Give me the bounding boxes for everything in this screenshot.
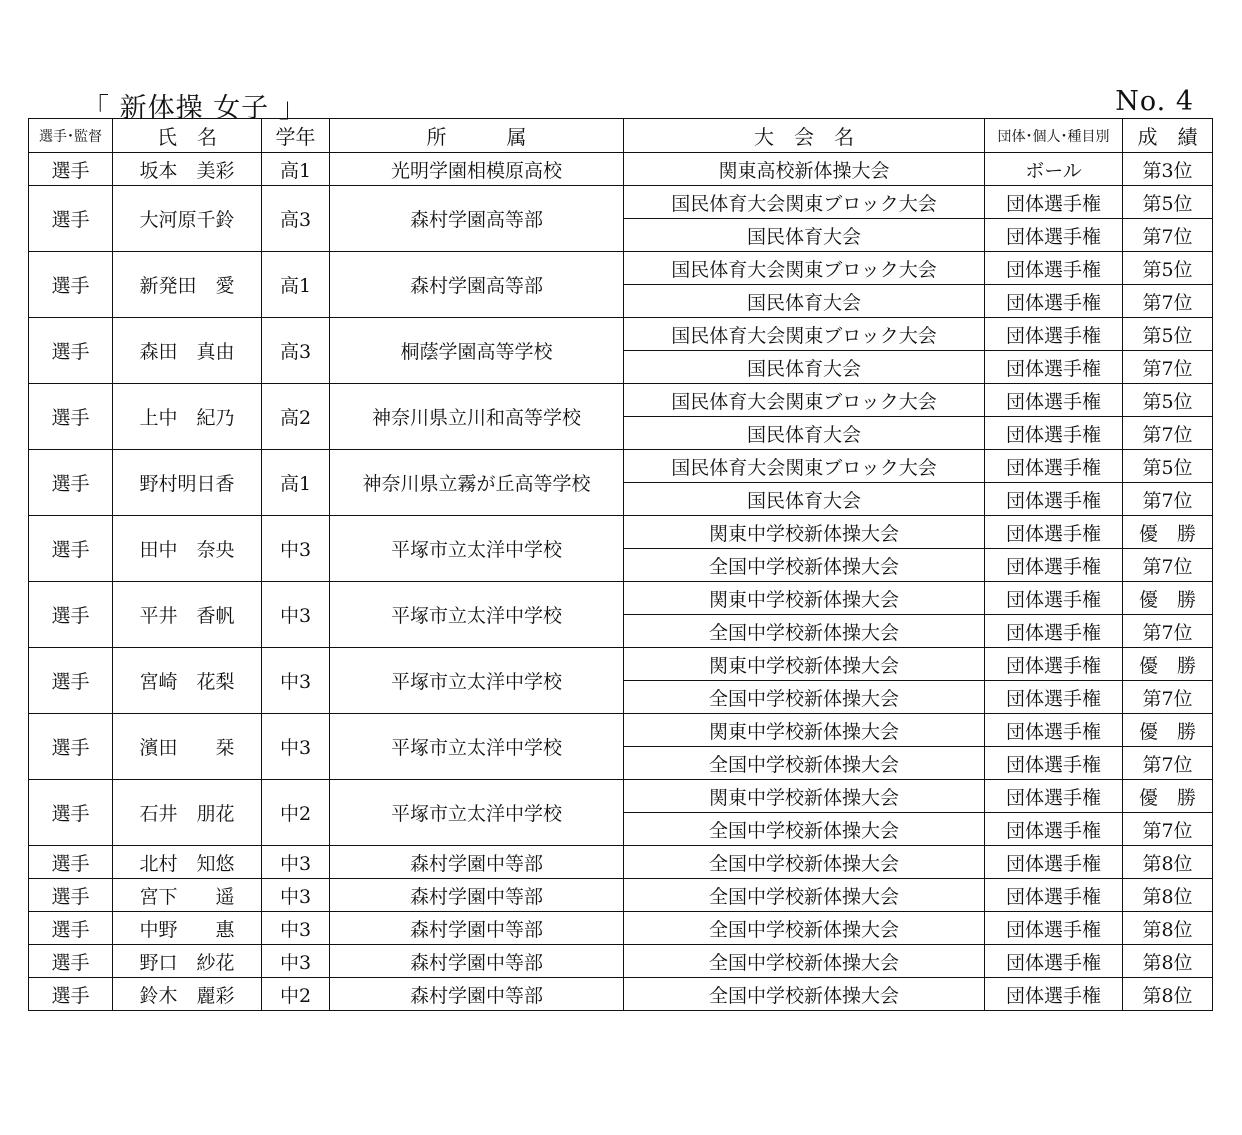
header-grade: 学年	[262, 119, 330, 153]
cell-meet: 関東中学校新体操大会	[624, 516, 985, 549]
cell-school: 森村学園中等部	[330, 912, 624, 945]
cell-grade: 中3	[262, 945, 330, 978]
cell-name: 野口 紗花	[113, 945, 262, 978]
cell-meet: 全国中学校新体操大会	[624, 549, 985, 582]
cell-name: 大河原千鈴	[113, 186, 262, 252]
cell-grade: 中3	[262, 879, 330, 912]
cell-result: 優 勝	[1123, 582, 1213, 615]
cell-meet: 全国中学校新体操大会	[624, 615, 985, 648]
cell-grade: 高3	[262, 318, 330, 384]
cell-result: 第7位	[1123, 681, 1213, 714]
cell-meet: 国民体育大会関東ブロック大会	[624, 318, 985, 351]
cell-grade: 中3	[262, 582, 330, 648]
cell-meet: 国民体育大会	[624, 351, 985, 384]
cell-grade: 中3	[262, 648, 330, 714]
cell-grade: 高1	[262, 252, 330, 318]
cell-category: 団体選手権	[985, 351, 1123, 384]
cell-meet: 国民体育大会関東ブロック大会	[624, 186, 985, 219]
cell-name: 上中 紀乃	[113, 384, 262, 450]
cell-category: 団体選手権	[985, 780, 1123, 813]
results-table	[28, 118, 1213, 1011]
cell-school: 光明学園相模原高校	[330, 153, 624, 186]
cell-category: 団体選手権	[985, 912, 1123, 945]
cell-category: 団体選手権	[985, 582, 1123, 615]
cell-school: 平塚市立太洋中学校	[330, 582, 624, 648]
cell-role: 選手	[29, 318, 113, 384]
cell-grade: 中3	[262, 516, 330, 582]
table-row	[29, 912, 1213, 945]
cell-result: 第7位	[1123, 813, 1213, 846]
table-row	[29, 780, 1213, 813]
cell-meet: 関東中学校新体操大会	[624, 714, 985, 747]
header-meet: 大 会 名	[624, 119, 985, 153]
cell-role: 選手	[29, 714, 113, 780]
table-row	[29, 516, 1213, 549]
header-role: 選手･監督	[29, 119, 113, 153]
cell-result: 第7位	[1123, 219, 1213, 252]
cell-role: 選手	[29, 978, 113, 1011]
cell-grade: 中2	[262, 978, 330, 1011]
cell-role: 選手	[29, 516, 113, 582]
cell-result: 第7位	[1123, 549, 1213, 582]
cell-category: 団体選手権	[985, 384, 1123, 417]
cell-meet: 国民体育大会関東ブロック大会	[624, 384, 985, 417]
cell-role: 選手	[29, 153, 113, 186]
cell-category: 団体選手権	[985, 450, 1123, 483]
table-row	[29, 879, 1213, 912]
cell-name: 宮下 遥	[113, 879, 262, 912]
cell-meet: 全国中学校新体操大会	[624, 846, 985, 879]
cell-result: 第8位	[1123, 912, 1213, 945]
cell-school: 森村学園中等部	[330, 846, 624, 879]
cell-name: 田中 奈央	[113, 516, 262, 582]
cell-meet: 全国中学校新体操大会	[624, 813, 985, 846]
header-name: 氏 名	[113, 119, 262, 153]
cell-meet: 関東中学校新体操大会	[624, 582, 985, 615]
cell-role: 選手	[29, 912, 113, 945]
cell-school: 森村学園高等部	[330, 252, 624, 318]
table-row	[29, 450, 1213, 483]
cell-result: 第8位	[1123, 846, 1213, 879]
cell-category: 団体選手権	[985, 747, 1123, 780]
cell-result: 第7位	[1123, 417, 1213, 450]
header-category: 団体･個人･種目別	[985, 119, 1123, 153]
cell-name: 坂本 美彩	[113, 153, 262, 186]
cell-name: 北村 知悠	[113, 846, 262, 879]
cell-grade: 高1	[262, 153, 330, 186]
cell-result: 優 勝	[1123, 516, 1213, 549]
cell-name: 濱田 栞	[113, 714, 262, 780]
table-row	[29, 648, 1213, 681]
cell-role: 選手	[29, 582, 113, 648]
header-school: 所 属	[330, 119, 624, 153]
cell-category: 団体選手権	[985, 516, 1123, 549]
cell-meet: 全国中学校新体操大会	[624, 681, 985, 714]
cell-result: 第7位	[1123, 285, 1213, 318]
cell-result: 第7位	[1123, 615, 1213, 648]
cell-school: 桐蔭学園高等学校	[330, 318, 624, 384]
table-row	[29, 714, 1213, 747]
document-title: 「 新体操 女子 」	[82, 93, 307, 124]
cell-school: 森村学園中等部	[330, 879, 624, 912]
cell-meet: 全国中学校新体操大会	[624, 945, 985, 978]
cell-result: 第5位	[1123, 318, 1213, 351]
cell-result: 優 勝	[1123, 714, 1213, 747]
cell-result: 優 勝	[1123, 780, 1213, 813]
cell-category: 団体選手権	[985, 945, 1123, 978]
cell-result: 第5位	[1123, 384, 1213, 417]
cell-category: 団体選手権	[985, 681, 1123, 714]
cell-role: 選手	[29, 879, 113, 912]
table-row	[29, 945, 1213, 978]
cell-meet: 国民体育大会	[624, 417, 985, 450]
cell-meet: 国民体育大会関東ブロック大会	[624, 450, 985, 483]
cell-name: 中野 惠	[113, 912, 262, 945]
cell-meet: 関東中学校新体操大会	[624, 648, 985, 681]
cell-result: 第5位	[1123, 186, 1213, 219]
table-row	[29, 186, 1213, 219]
cell-role: 選手	[29, 384, 113, 450]
cell-result: 第7位	[1123, 747, 1213, 780]
cell-result: 第5位	[1123, 450, 1213, 483]
page-number: No. 4	[1115, 86, 1194, 117]
cell-school: 森村学園中等部	[330, 978, 624, 1011]
cell-result: 第8位	[1123, 978, 1213, 1011]
cell-result: 第7位	[1123, 483, 1213, 516]
table-row	[29, 153, 1213, 186]
cell-category: 団体選手権	[985, 186, 1123, 219]
cell-name: 石井 朋花	[113, 780, 262, 846]
cell-meet: 全国中学校新体操大会	[624, 912, 985, 945]
cell-result: 第3位	[1123, 153, 1213, 186]
table-body	[29, 153, 1213, 1011]
header-result: 成 績	[1123, 119, 1213, 153]
cell-category: 団体選手権	[985, 252, 1123, 285]
cell-role: 選手	[29, 252, 113, 318]
cell-name: 森田 真由	[113, 318, 262, 384]
cell-grade: 高1	[262, 450, 330, 516]
cell-category: 団体選手権	[985, 978, 1123, 1011]
cell-category: 団体選手権	[985, 879, 1123, 912]
table-header	[29, 119, 1213, 153]
cell-category: 団体選手権	[985, 714, 1123, 747]
cell-result: 第5位	[1123, 252, 1213, 285]
table-row	[29, 252, 1213, 285]
cell-role: 選手	[29, 780, 113, 846]
cell-school: 平塚市立太洋中学校	[330, 648, 624, 714]
cell-role: 選手	[29, 846, 113, 879]
cell-meet: 全国中学校新体操大会	[624, 978, 985, 1011]
cell-school: 平塚市立太洋中学校	[330, 780, 624, 846]
cell-school: 神奈川県立霧が丘高等学校	[330, 450, 624, 516]
cell-name: 新発田 愛	[113, 252, 262, 318]
cell-school: 平塚市立太洋中学校	[330, 714, 624, 780]
cell-name: 宮崎 花梨	[113, 648, 262, 714]
cell-category: 団体選手権	[985, 813, 1123, 846]
cell-category: 団体選手権	[985, 417, 1123, 450]
cell-category: 団体選手権	[985, 219, 1123, 252]
cell-category: 団体選手権	[985, 846, 1123, 879]
cell-grade: 中2	[262, 780, 330, 846]
cell-meet: 国民体育大会	[624, 483, 985, 516]
cell-grade: 高2	[262, 384, 330, 450]
cell-result: 優 勝	[1123, 648, 1213, 681]
cell-grade: 高3	[262, 186, 330, 252]
cell-role: 選手	[29, 648, 113, 714]
cell-name: 野村明日香	[113, 450, 262, 516]
cell-meet: 国民体育大会関東ブロック大会	[624, 252, 985, 285]
cell-result: 第8位	[1123, 945, 1213, 978]
cell-role: 選手	[29, 945, 113, 978]
table-row	[29, 978, 1213, 1011]
table-row	[29, 318, 1213, 351]
cell-role: 選手	[29, 450, 113, 516]
cell-category: ボール	[985, 153, 1123, 186]
cell-role: 選手	[29, 186, 113, 252]
cell-grade: 中3	[262, 846, 330, 879]
cell-meet: 関東中学校新体操大会	[624, 780, 985, 813]
cell-name: 鈴木 麗彩	[113, 978, 262, 1011]
cell-school: 平塚市立太洋中学校	[330, 516, 624, 582]
cell-school: 森村学園高等部	[330, 186, 624, 252]
cell-category: 団体選手権	[985, 648, 1123, 681]
cell-grade: 中3	[262, 912, 330, 945]
cell-meet: 国民体育大会	[624, 219, 985, 252]
table-row	[29, 384, 1213, 417]
cell-school: 森村学園中等部	[330, 945, 624, 978]
cell-name: 平井 香帆	[113, 582, 262, 648]
cell-category: 団体選手権	[985, 318, 1123, 351]
cell-meet: 関東高校新体操大会	[624, 153, 985, 186]
cell-category: 団体選手権	[985, 549, 1123, 582]
cell-category: 団体選手権	[985, 615, 1123, 648]
cell-meet: 全国中学校新体操大会	[624, 747, 985, 780]
cell-category: 団体選手権	[985, 483, 1123, 516]
cell-grade: 中3	[262, 714, 330, 780]
cell-school: 神奈川県立川和高等学校	[330, 384, 624, 450]
table-row	[29, 846, 1213, 879]
cell-result: 第7位	[1123, 351, 1213, 384]
cell-result: 第8位	[1123, 879, 1213, 912]
cell-meet: 全国中学校新体操大会	[624, 879, 985, 912]
table-row	[29, 582, 1213, 615]
cell-category: 団体選手権	[985, 285, 1123, 318]
cell-meet: 国民体育大会	[624, 285, 985, 318]
